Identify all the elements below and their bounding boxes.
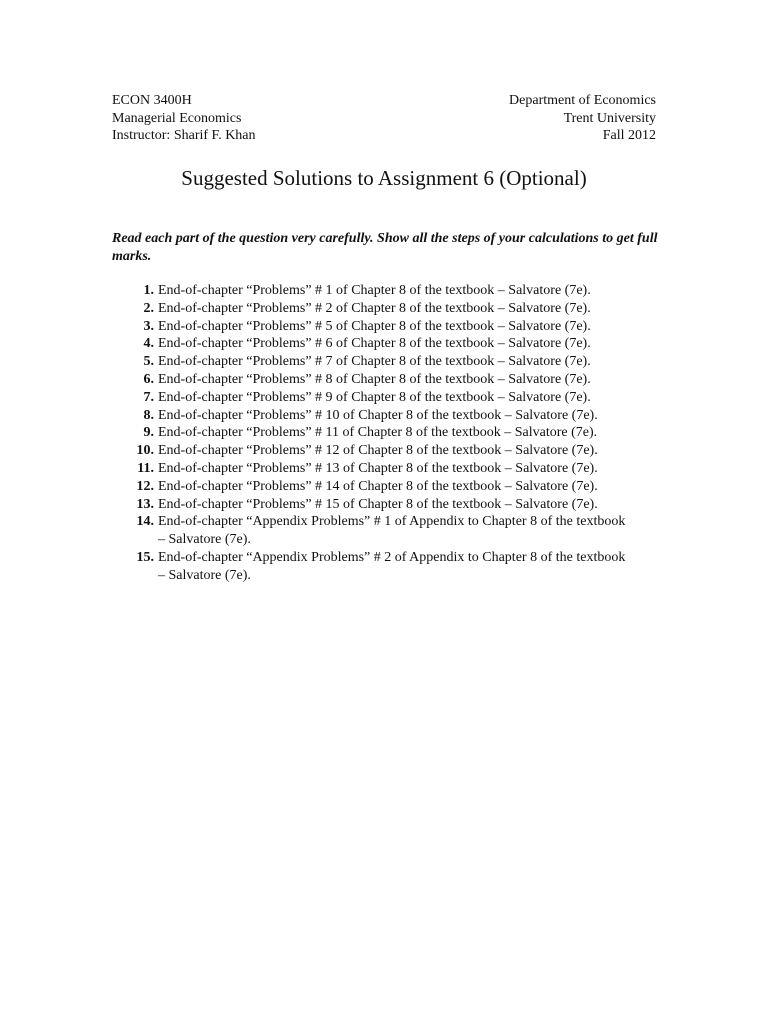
problem-item [112, 389, 632, 407]
problem-item [112, 460, 632, 478]
document-title: Suggested Solutions to Assignment 6 (Optional) [181, 166, 587, 190]
problem-text: End-of-chapter “Problems” # 15 of Chapter 8 of the textbook – Salvatore (7e). [158, 496, 598, 512]
problem-item [112, 371, 632, 389]
problem-item [112, 496, 632, 514]
instructions: Read each part of the question very carefully. Show all the steps of your calculations to get full marks. [112, 231, 658, 264]
problem-item [112, 318, 632, 336]
problem-text: End-of-chapter “Problems” # 12 of Chapter 8 of the textbook – Salvatore (7e). [158, 443, 598, 459]
problem-number: 5. [143, 354, 154, 370]
department-name: Department of Economics [509, 93, 656, 108]
problem-number: 4. [143, 336, 154, 352]
course-info [112, 92, 256, 145]
term: Fall 2012 [602, 128, 656, 143]
problem-text: End-of-chapter “Problems” # 9 of Chapter 8 of the textbook – Salvatore (7e). [158, 389, 591, 405]
problem-number: 3. [143, 318, 154, 334]
problem-text: End-of-chapter “Problems” # 11 of Chapter 8 of the textbook – Salvatore (7e). [158, 425, 598, 441]
problem-item [112, 442, 632, 460]
problem-text: End-of-chapter “Problems” # 7 of Chapter 8 of the textbook – Salvatore (7e). [158, 354, 591, 370]
problem-number: 6. [143, 371, 154, 387]
problem-text: End-of-chapter “Problems” # 13 of Chapter 8 of the textbook – Salvatore (7e). [158, 460, 598, 476]
problem-item [112, 478, 632, 496]
problem-text: End-of-chapter “Problems” # 2 of Chapter 8 of the textbook – Salvatore (7e). [158, 300, 591, 316]
problem-item [112, 513, 632, 549]
problem-number: 7. [143, 389, 154, 405]
university-name: Trent University [563, 110, 656, 126]
problem-text: End-of-chapter “Problems” # 14 of Chapter 8 of the textbook – Salvatore (7e). [158, 478, 598, 494]
problem-number: 9. [143, 425, 154, 441]
problem-number: 15. [136, 549, 154, 565]
problem-text: End-of-chapter “Problems” # 10 of Chapter 8 of the textbook – Salvatore (7e). [158, 407, 598, 423]
problem-text: End-of-chapter “Problems” # 1 of Chapter 8 of the textbook – Salvatore (7e). [158, 283, 591, 298]
problem-number: 2. [143, 300, 154, 316]
problem-number: 13. [136, 496, 154, 512]
problem-item [112, 407, 632, 425]
problem-item [112, 549, 632, 585]
course-code: ECON 3400H [112, 93, 192, 108]
problem-text: End-of-chapter “Appendix Problems” # 2 of Appendix to Chapter 8 of the textbook – Salvatore (7e). [158, 549, 626, 583]
problem-item [112, 353, 632, 371]
problem-list [112, 282, 632, 585]
problem-item [112, 335, 632, 353]
instructor-name: Instructor: Sharif F. Khan [112, 128, 256, 143]
problem-text: End-of-chapter “Appendix Problems” # 1 of Appendix to Chapter 8 of the textbook – Salvatore (7e). [158, 514, 626, 548]
problem-item [112, 282, 632, 300]
problem-item [112, 424, 632, 442]
problem-number: 11. [137, 460, 154, 476]
problem-text: End-of-chapter “Problems” # 5 of Chapter 8 of the textbook – Salvatore (7e). [158, 318, 591, 334]
problem-number: 10. [136, 443, 154, 459]
institution-info [509, 92, 656, 145]
problem-number: 14. [136, 514, 154, 530]
problem-item [112, 300, 632, 318]
problem-number: 8. [143, 407, 154, 423]
problem-number: 12. [136, 478, 154, 494]
problem-text: End-of-chapter “Problems” # 8 of Chapter 8 of the textbook – Salvatore (7e). [158, 371, 591, 387]
problem-text: End-of-chapter “Problems” # 6 of Chapter 8 of the textbook – Salvatore (7e). [158, 336, 591, 352]
problem-number: 1. [143, 283, 154, 298]
course-name: Managerial Economics [112, 110, 242, 126]
